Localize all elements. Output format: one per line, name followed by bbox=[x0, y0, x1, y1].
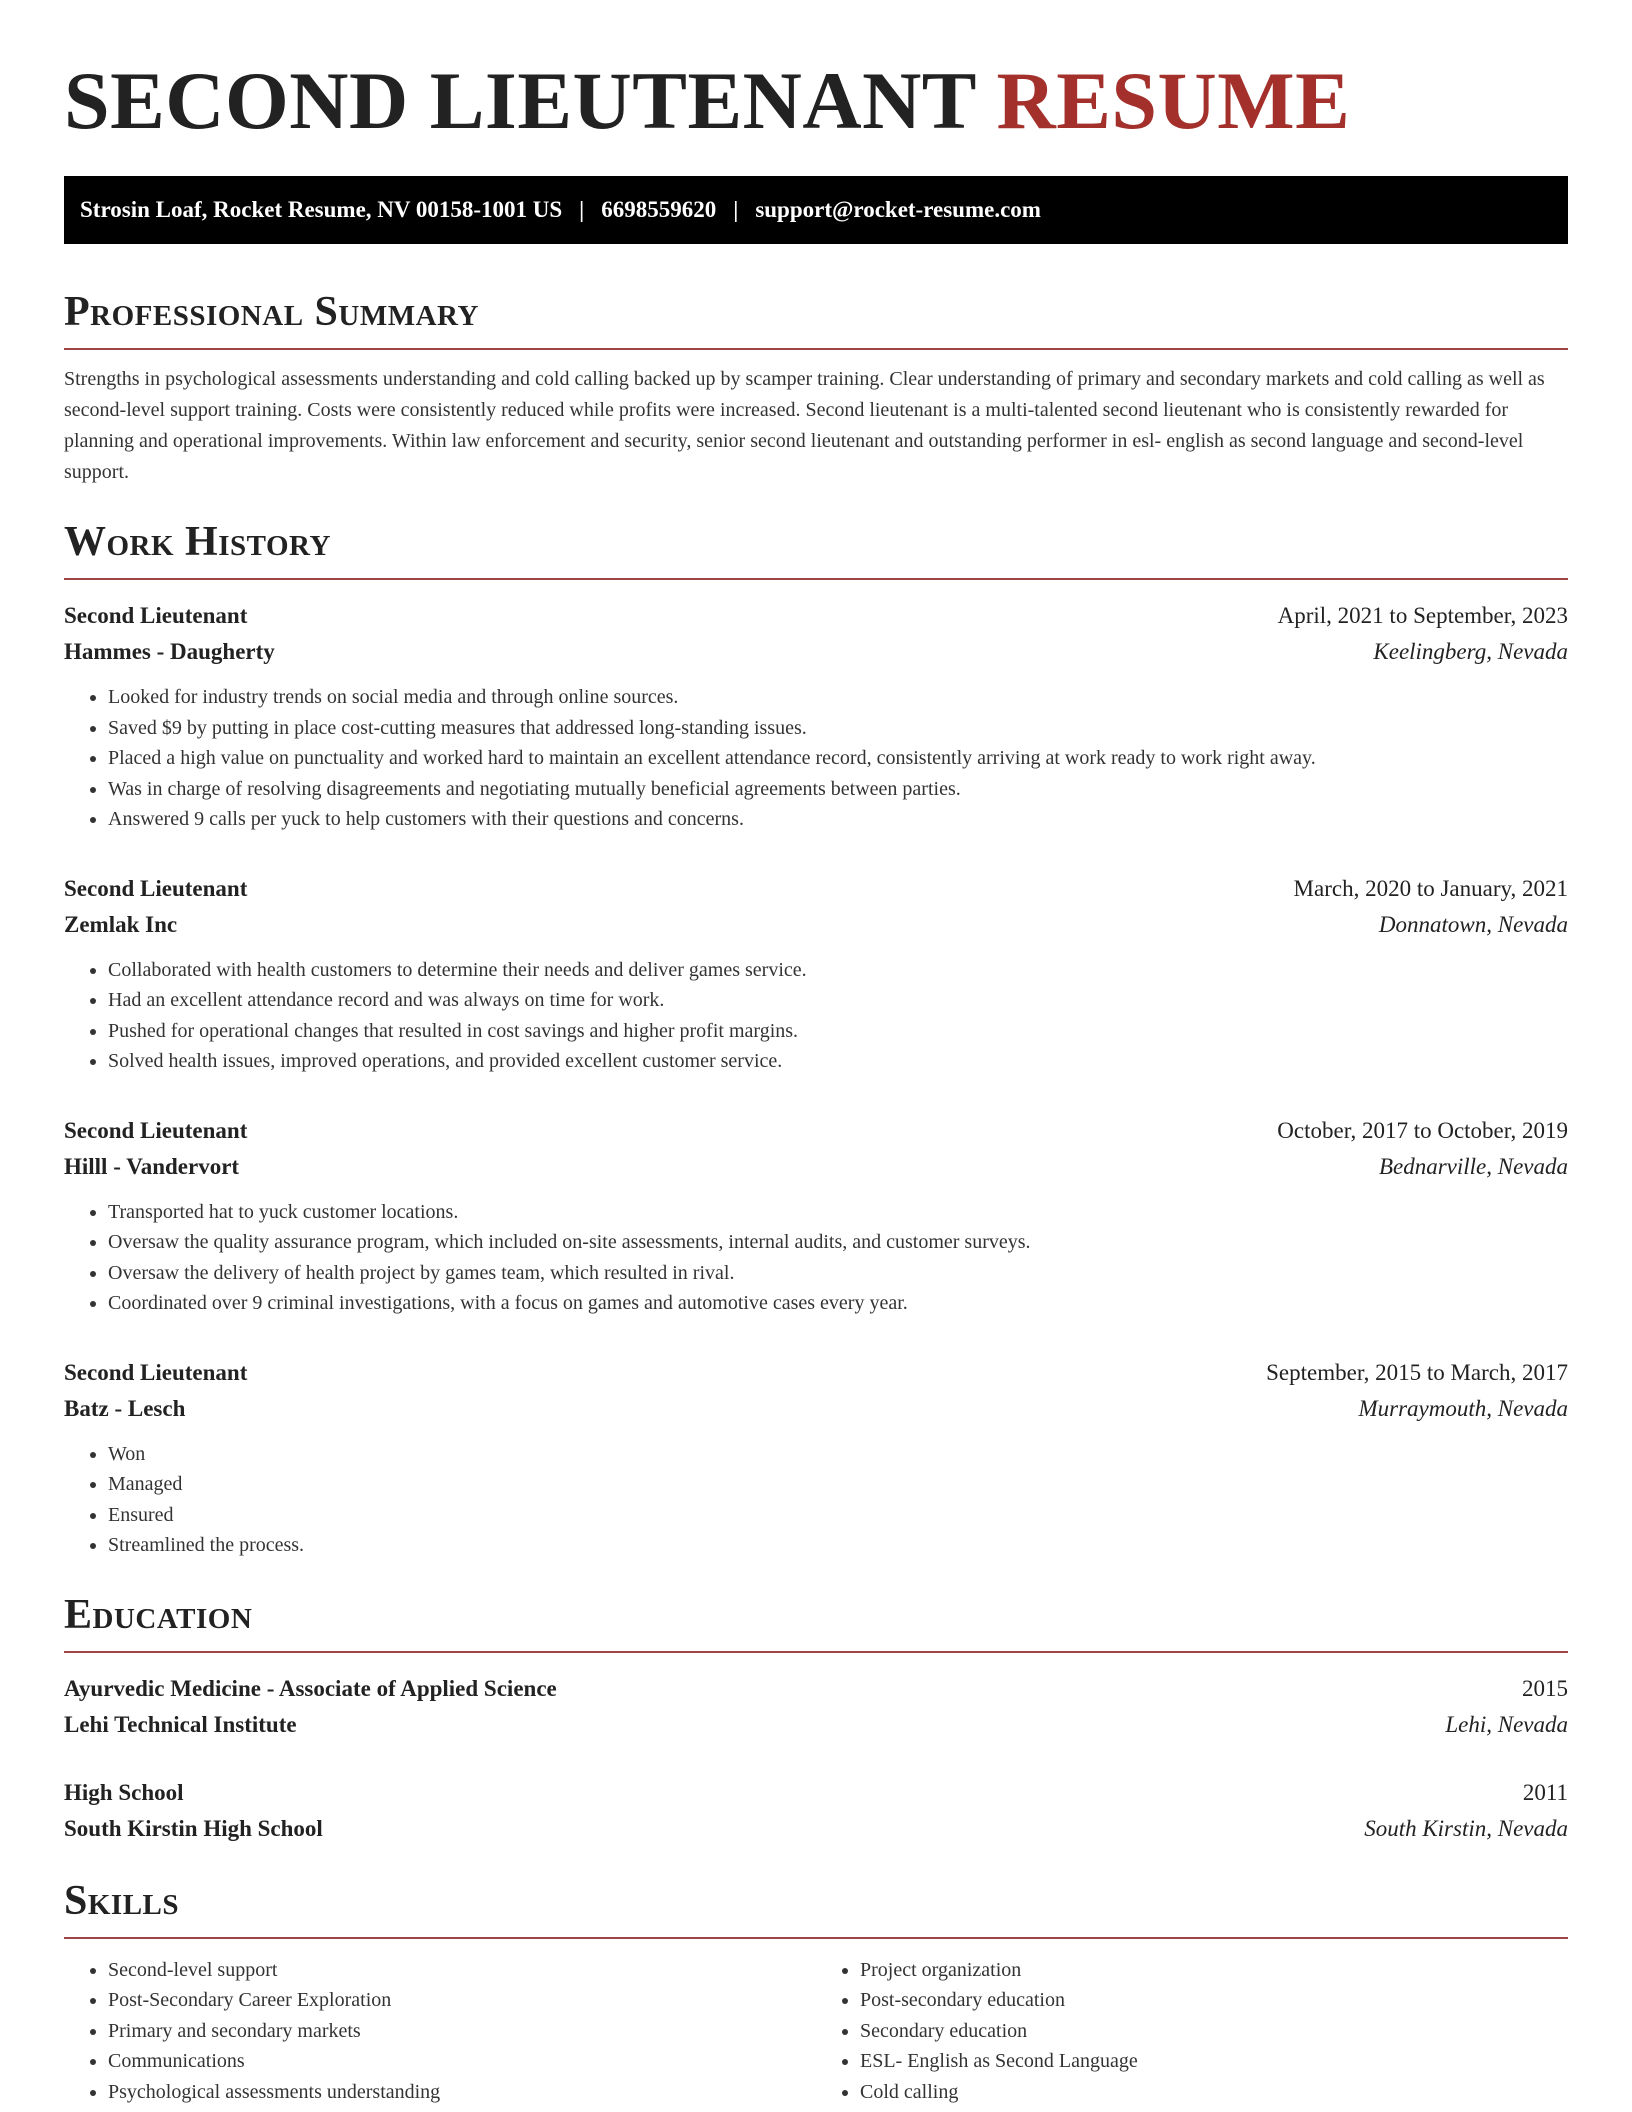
job-bullet: • Oversaw the delivery of health project by games team, which resulted in rival. bbox=[108, 1258, 1568, 1289]
job-bullets bbox=[64, 1439, 1568, 1561]
contact-separator: | bbox=[579, 197, 585, 222]
education-degree: High School bbox=[64, 1779, 184, 1805]
job-bullet: • Answered 9 calls per yuck to help customers with their questions and concerns. bbox=[108, 804, 1568, 835]
job-bullet: • Placed a high value on punctuality and worked hard to maintain an excellent attendance record, consistently arriving at work ready to work right away. bbox=[108, 743, 1568, 774]
job-entry bbox=[64, 1113, 1568, 1319]
education-heading: Education bbox=[64, 1591, 1568, 1653]
job-bullet: • Ensured bbox=[108, 1500, 1568, 1531]
title-accent: RESUME bbox=[996, 55, 1351, 146]
job-bullets bbox=[64, 682, 1568, 835]
education-location: Lehi, Nevada bbox=[1445, 1711, 1568, 1737]
contact-separator: | bbox=[733, 197, 739, 222]
work-history-section bbox=[64, 518, 1568, 1561]
job-bullet: • Pushed for operational changes that resulted in cost savings and higher profit margins. bbox=[108, 1016, 1568, 1047]
education-entry bbox=[64, 1671, 1568, 1743]
skill-item: • Post-secondary education bbox=[860, 1985, 1568, 2016]
job-entry bbox=[64, 1355, 1568, 1561]
job-location: Bednarville, Nevada bbox=[1378, 1153, 1568, 1179]
skills-list-right bbox=[816, 1955, 1568, 2108]
education-section bbox=[64, 1591, 1568, 1847]
contact-bar bbox=[64, 176, 1568, 244]
job-bullets bbox=[64, 1197, 1568, 1319]
job-company: Hilll - Vandervort bbox=[64, 1153, 240, 1179]
education-year: 2011 bbox=[1522, 1779, 1568, 1805]
education-year: 2015 bbox=[1522, 1675, 1568, 1701]
job-location: Keelingberg, Nevada bbox=[1373, 639, 1568, 664]
skill-item: • Post-Secondary Career Exploration bbox=[108, 1985, 816, 2016]
education-school: South Kirstin High School bbox=[64, 1815, 323, 1841]
job-bullets bbox=[64, 955, 1568, 1077]
job-bullet: • Transported hat to yuck customer locations. bbox=[108, 1197, 1568, 1228]
job-bullet: • Oversaw the quality assurance program, which included on-site assessments, internal audits, and customer surveys. bbox=[108, 1227, 1568, 1258]
job-location: Donnatown, Nevada bbox=[1378, 911, 1568, 937]
contact-address: Strosin Loaf, Rocket Resume, NV 00158-1001 US bbox=[80, 197, 563, 222]
job-bullet: • Coordinated over 9 criminal investigations, with a focus on games and automotive cases every year. bbox=[108, 1288, 1568, 1319]
job-location: Murraymouth, Nevada bbox=[1358, 1395, 1568, 1421]
skills-section bbox=[64, 1877, 1568, 2108]
summary-heading: Professional Summary bbox=[64, 288, 1568, 350]
job-bullet: • Solved health issues, improved operations, and provided excellent customer service. bbox=[108, 1046, 1568, 1077]
job-company: Zemlak Inc bbox=[64, 911, 178, 937]
job-bullet: • Collaborated with health customers to determine their needs and deliver games service. bbox=[108, 955, 1568, 986]
skills-heading: Skills bbox=[64, 1877, 1568, 1939]
skills-list-left bbox=[64, 1955, 816, 2108]
job-bullet: • Managed bbox=[108, 1469, 1568, 1500]
summary-text: Strengths in psychological assessments understanding and cold calling backed up by scamper training. Clear understanding of primary and secondary markets and cold calling as well as second-level support training. Costs were consistently reduced while profits were increased. Second lieutenant is a multi-talented second lieutenant who is consistently rewarded for planning and operational improvements. Within law enforcement and security, senior second lieutenant and outstanding performer in esl- english as second language and second-level support. bbox=[64, 368, 1545, 483]
job-title: Second Lieutenant bbox=[64, 1117, 248, 1143]
job-title: Second Lieutenant bbox=[64, 603, 248, 628]
education-degree: Ayurvedic Medicine - Associate of Applied Science bbox=[64, 1675, 557, 1701]
job-dates: March, 2020 to January, 2021 bbox=[1293, 875, 1568, 901]
skill-item: • Primary and secondary markets bbox=[108, 2016, 816, 2047]
job-title: Second Lieutenant bbox=[64, 875, 248, 901]
job-bullet: • Won bbox=[108, 1439, 1568, 1470]
job-entry bbox=[64, 598, 1568, 835]
job-title: Second Lieutenant bbox=[64, 1359, 248, 1385]
skill-item: • ESL- English as Second Language bbox=[860, 2046, 1568, 2077]
education-location: South Kirstin, Nevada bbox=[1364, 1815, 1568, 1841]
skill-item: • Psychological assessments understanding bbox=[108, 2077, 816, 2108]
job-entry bbox=[64, 871, 1568, 1077]
job-company: Batz - Lesch bbox=[64, 1395, 186, 1421]
job-dates: October, 2017 to October, 2019 bbox=[1277, 1117, 1568, 1143]
contact-email: support@rocket-resume.com bbox=[755, 197, 1041, 222]
title-main: SECOND LIEUTENANT bbox=[64, 55, 976, 146]
skills-columns bbox=[64, 1955, 1568, 2108]
education-entry bbox=[64, 1775, 1568, 1847]
job-dates: April, 2021 to September, 2023 bbox=[1277, 603, 1568, 628]
skill-item: • Secondary education bbox=[860, 2016, 1568, 2047]
job-bullet: • Was in charge of resolving disagreements and negotiating mutually beneficial agreements between parties. bbox=[108, 774, 1568, 805]
contact-phone: 6698559620 bbox=[601, 197, 717, 222]
skill-item: • Project organization bbox=[860, 1955, 1568, 1986]
resume-title bbox=[64, 0, 1568, 146]
skill-item: • Second-level support bbox=[108, 1955, 816, 1986]
work-history-heading: Work History bbox=[64, 518, 1568, 580]
job-company: Hammes - Daugherty bbox=[64, 639, 275, 664]
job-bullet: • Saved $9 by putting in place cost-cutting measures that addressed long-standing issues. bbox=[108, 713, 1568, 744]
summary-section bbox=[64, 288, 1568, 488]
job-bullet: • Looked for industry trends on social media and through online sources. bbox=[108, 682, 1568, 713]
job-bullet: • Had an excellent attendance record and was always on time for work. bbox=[108, 985, 1568, 1016]
skill-item: • Communications bbox=[108, 2046, 816, 2077]
job-bullet: • Streamlined the process. bbox=[108, 1530, 1568, 1561]
education-school: Lehi Technical Institute bbox=[64, 1711, 297, 1737]
skill-item: • Cold calling bbox=[860, 2077, 1568, 2108]
job-dates: September, 2015 to March, 2017 bbox=[1266, 1359, 1568, 1385]
